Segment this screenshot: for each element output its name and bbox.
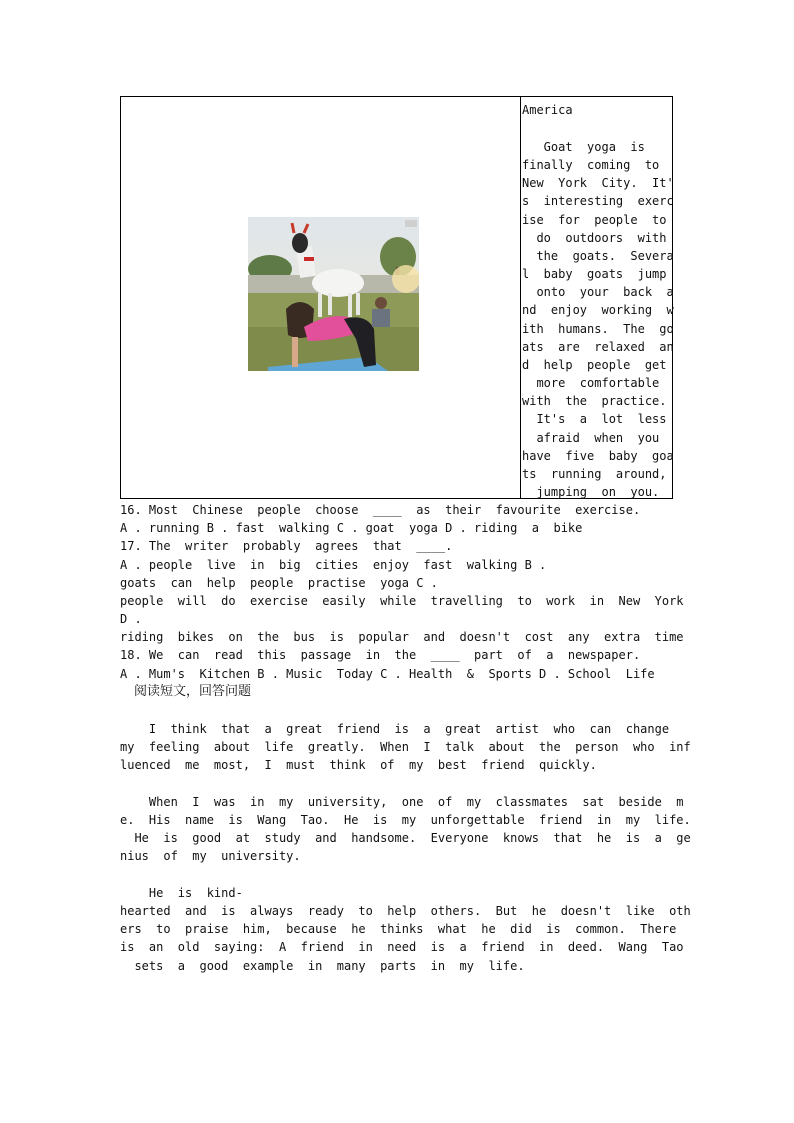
side-text-line: with the practice. (522, 394, 667, 408)
side-text-line: ts running around, (522, 467, 667, 481)
passage-line: I think that a great friend is a great artist who can change (120, 722, 670, 736)
question-17-option-line: riding bikes on the bus is popular and doesn't cost any extra time (120, 630, 684, 644)
passage-line: hearted and is always ready to help others. But he doesn't like oth (120, 904, 691, 918)
article-table (120, 96, 673, 499)
side-text-line: d help people get (522, 358, 667, 372)
side-text-line: finally coming to (522, 158, 660, 172)
side-text-line: s interesting exerc (522, 194, 674, 208)
passage-line: He is kind- (120, 886, 243, 900)
question-17-option-line: people will do exercise easily while travelling to work in New York (120, 594, 684, 608)
passage-line: is an old saying: A friend in need is a friend in deed. Wang Tao (120, 940, 684, 954)
passage-line: sets a good example in many parts in my life. (120, 959, 525, 973)
side-text-line: onto your back a (522, 285, 674, 299)
side-text-line: nd enjoy working w (522, 303, 674, 317)
side-text-line: ats are relaxed an (522, 340, 674, 354)
question-17-option-line: goats can help people practise yoga C . (120, 576, 438, 590)
question-18: 18. We can read this passage in the ____ part of a newspaper. (120, 648, 641, 662)
side-text-line: Goat yoga is (522, 140, 645, 154)
question-16-options: A . running B . fast walking C . goat yoga D . riding a bike (120, 521, 583, 535)
passage-line: my feeling about life greatly. When I talk about the person who inf (120, 740, 691, 754)
goat-yoga-photo (248, 217, 419, 371)
passage-line: nius of my university. (120, 849, 301, 863)
side-text-line: the goats. Severa (522, 249, 674, 263)
side-text-line: It's a lot less (522, 412, 667, 426)
question-18-options: A . Mum's Kitchen B . Music Today C . Health & Sports D . School Life (120, 667, 655, 681)
side-text-line: New York City. It' (522, 176, 674, 190)
passage-line: luenced me most, I must think of my best friend quickly. (120, 758, 597, 772)
question-17-option-line: D . (120, 612, 142, 626)
side-text-line: l baby goats jump (522, 267, 667, 281)
side-text-line: more comfortable (522, 376, 660, 390)
section-heading: 阅读短文，回答问题 (134, 684, 252, 699)
passage-line: ers to praise him, because he thinks what he did is common. There (120, 922, 677, 936)
question-17: 17. The writer probably agrees that ____. (120, 539, 453, 553)
question-16: 16. Most Chinese people choose ____ as their favourite exercise. (120, 503, 641, 517)
side-text-line: jumping on you. (522, 485, 660, 499)
side-text-line: do outdoors with (522, 231, 667, 245)
side-text-line: afraid when you (522, 431, 660, 445)
passage-line: He is good at study and handsome. Everyone knows that he is a ge (120, 831, 691, 845)
side-text-line: ith humans. The go (522, 322, 674, 336)
side-text-line: have five baby goa (522, 449, 674, 463)
table-divider (520, 97, 521, 498)
passage-line: e. His name is Wang Tao. He is my unforgettable friend in my life. (120, 813, 691, 827)
question-17-option-line: A . people live in big cities enjoy fast walking B . (120, 558, 547, 572)
passage-line: When I was in my university, one of my classmates sat beside m (120, 795, 684, 809)
side-text-title: America (522, 103, 573, 117)
side-text-line: ise for people to (522, 213, 667, 227)
